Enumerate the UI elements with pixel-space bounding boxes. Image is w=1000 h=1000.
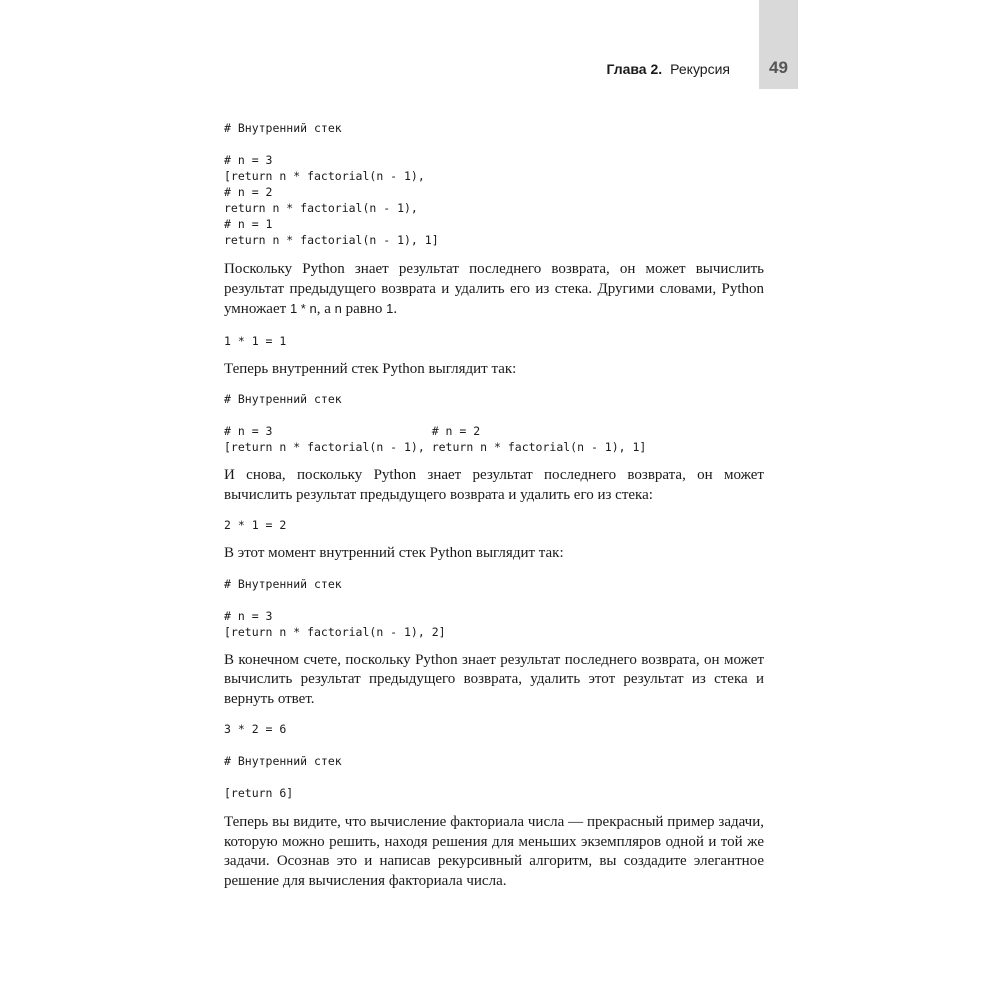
- paragraph-5: В конечном счете, поскольку Python знает результат последнего возврата, он может вычислить результат предыдущего возврата, удалить этот результат из стека и вернуть ответ.: [224, 651, 764, 707]
- running-header: [606, 61, 730, 77]
- code-block-calc-1: 1 * 1 = 1: [224, 333, 287, 348]
- chapter-label: Глава 2.: [606, 61, 663, 77]
- paragraph-3: И снова, поскольку Python знает результат последнего возврата, он может вычислить результат предыдущего возврата и удалить его из стека:: [224, 467, 764, 503]
- page-number: 49: [769, 58, 788, 77]
- code-block-stack-1: # Внутренний стек # n = 3 [return n * factorial(n - 1), # n = 2 return n * factorial(n - 1), # n = 1 return n * factorial(n - 1), 1]: [224, 121, 439, 247]
- code-block-stack-4: 3 * 2 = 6 # Внутренний стек [return 6]: [224, 722, 342, 800]
- page-body: [224, 120, 764, 891]
- paragraph-6: Теперь вы видите, что вычисление факториала числа — прекрасный пример задачи, которую можно решить, находя решения для меньших экземпляров одной и той же задачи. Осознав это и написав рекурсивный алгоритм, вы создадите элегантное решение для вычисления факториала числа.: [224, 814, 764, 889]
- chapter-title: Рекурсия: [670, 61, 730, 77]
- code-block-calc-2: 2 * 1 = 2: [224, 518, 287, 532]
- paragraph-2: Теперь внутренний стек Python выглядит так:: [224, 360, 517, 377]
- code-block-stack-3: # Внутренний стек # n = 3 [return n * factorial(n - 1), 2]: [224, 576, 446, 639]
- code-block-stack-2: # Внутренний стек # n = 3 # n = 2 [return n * factorial(n - 1), return n * factorial(n - 1), 1]: [224, 392, 647, 454]
- paragraph-1: Поскольку Python знает результат последнего возврата, он может вычислить результат предыдущего возврата и удалить его из стека. Другими словами, Python умножает 1 * n, а n равно 1.: [224, 261, 764, 317]
- paragraph-4: В этот момент внутренний стек Python выглядит так:: [224, 545, 564, 561]
